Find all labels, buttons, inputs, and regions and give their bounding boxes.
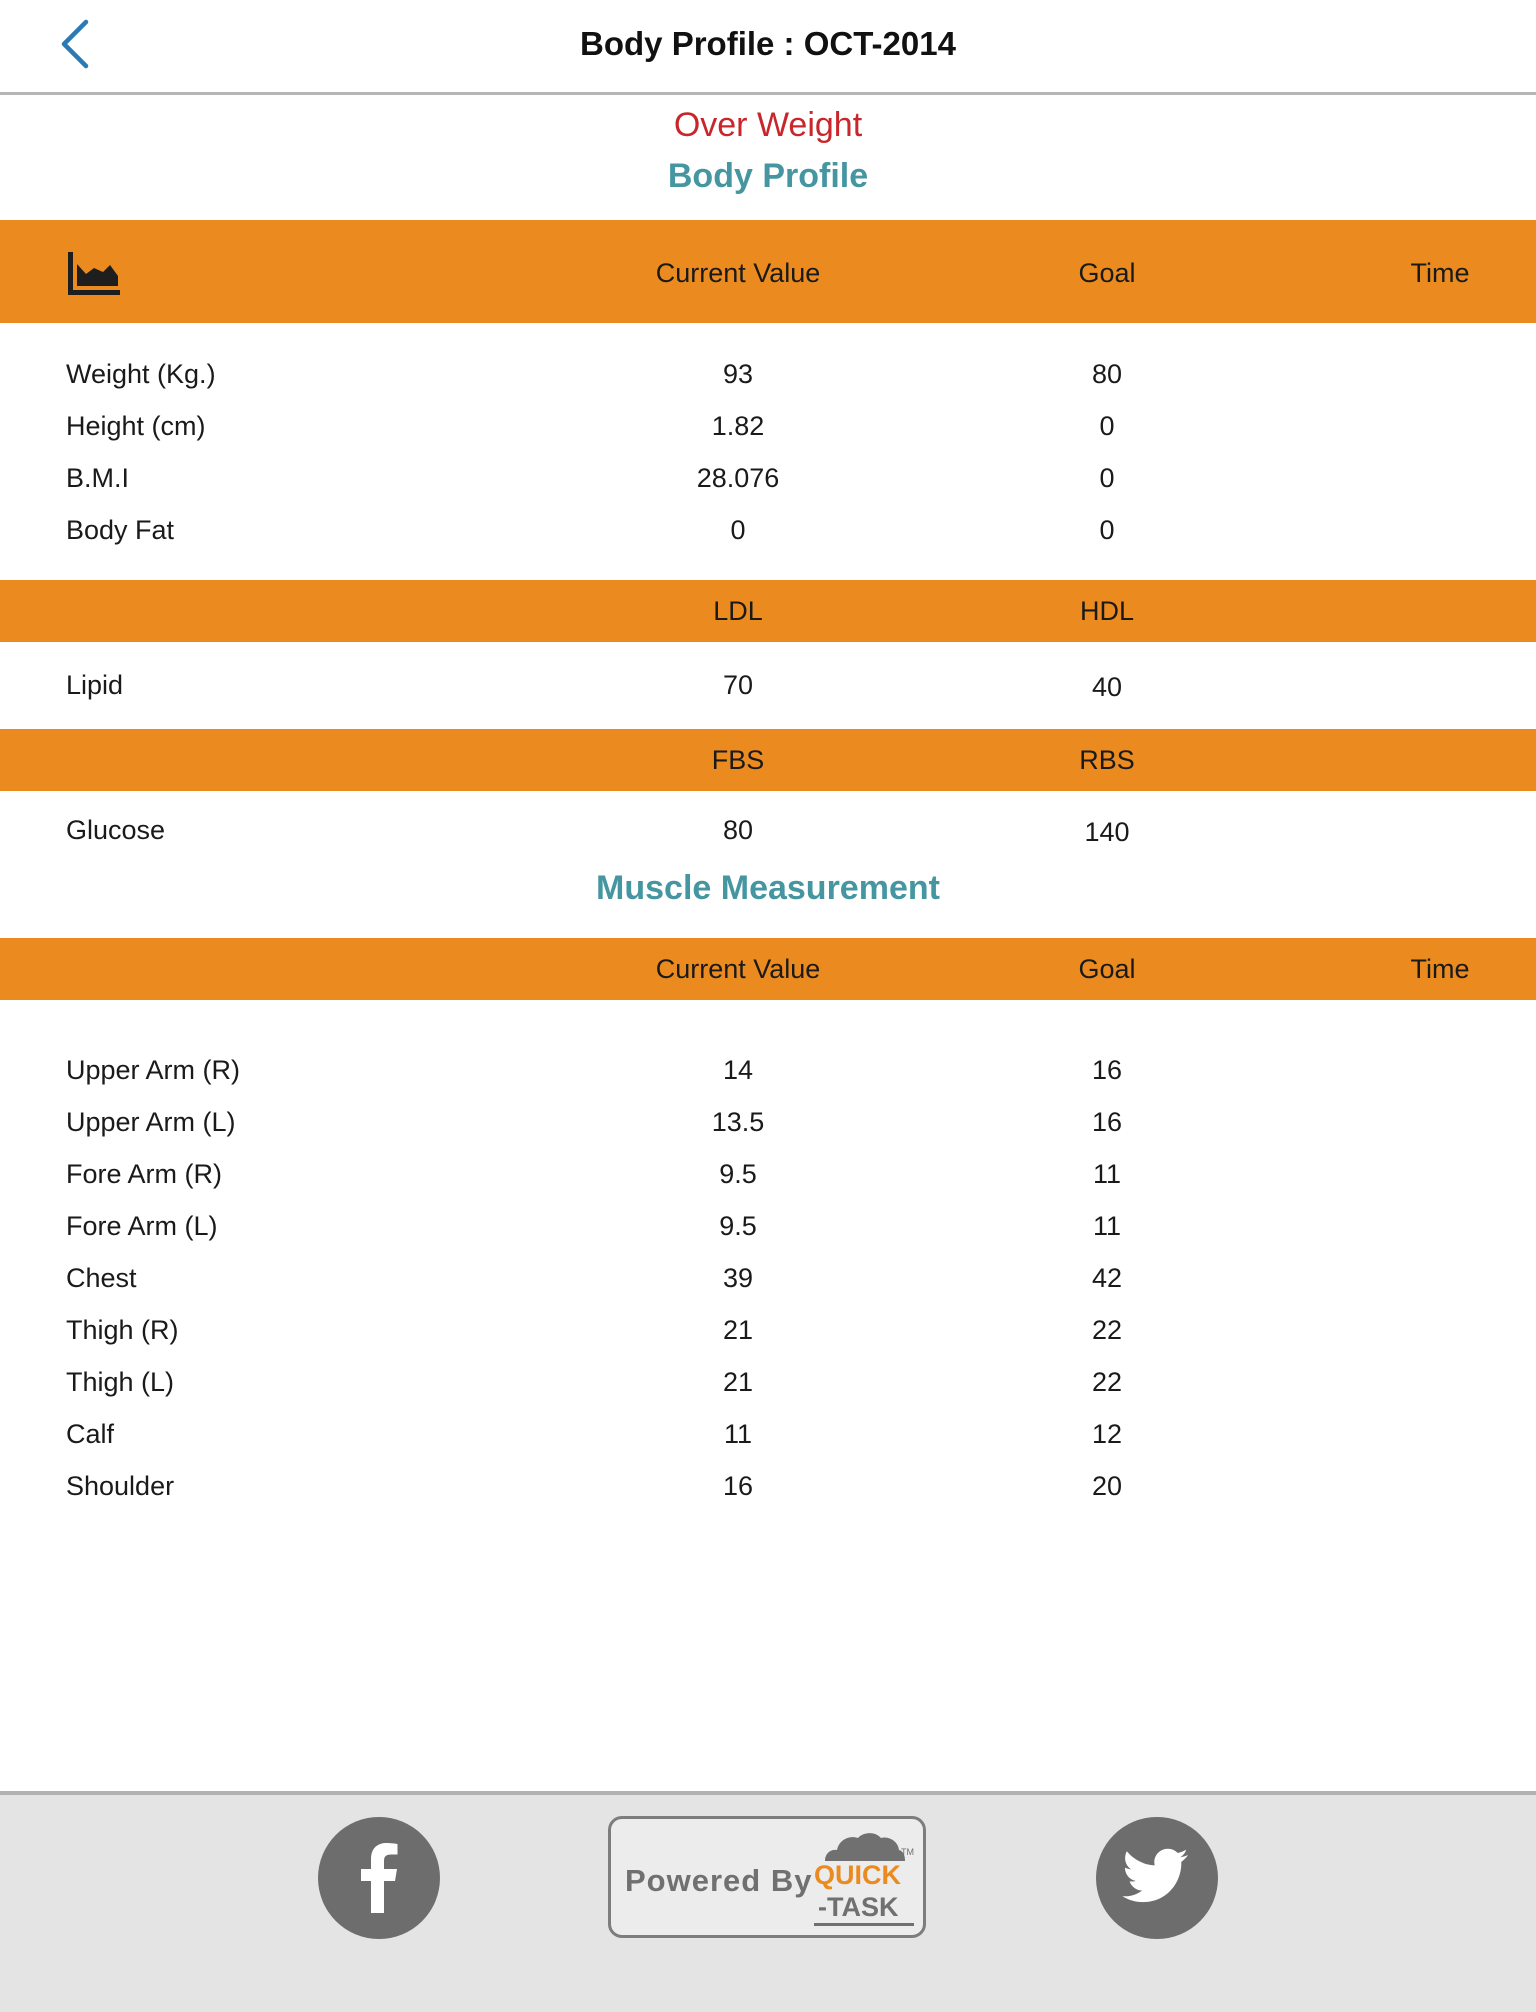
area-chart-icon xyxy=(68,252,120,296)
row-label: Thigh (L) xyxy=(66,1367,175,1397)
row-current: 21 xyxy=(722,1367,754,1397)
row-goal: 0 xyxy=(1099,463,1115,493)
row-current: 39 xyxy=(722,1263,754,1293)
lipid-label: Lipid xyxy=(66,670,124,700)
twitter-icon xyxy=(1096,1817,1218,1939)
row-label: Fore Arm (L) xyxy=(66,1211,218,1241)
row-current: 13.5 xyxy=(711,1107,765,1137)
top-bar xyxy=(0,0,1536,95)
lipid-ldl-value: 70 xyxy=(722,670,754,700)
col-rbs: RBS xyxy=(1079,745,1135,775)
col-ldl: LDL xyxy=(713,596,763,626)
row-label: B.M.I xyxy=(66,463,130,493)
row-goal: 12 xyxy=(1091,1419,1123,1449)
row-goal: 22 xyxy=(1091,1315,1123,1345)
muscle-measurement-title: Muscle Measurement xyxy=(596,869,940,907)
row-current: 0 xyxy=(730,515,746,545)
row-label: Upper Arm (L) xyxy=(66,1107,236,1137)
row-label: Thigh (R) xyxy=(66,1315,179,1345)
lipid-hdl-value: 40 xyxy=(1091,672,1123,702)
row-goal: 0 xyxy=(1099,515,1115,545)
brand-quick: QUICK xyxy=(814,1860,901,1890)
body-profile-title: Body Profile xyxy=(667,157,869,195)
row-goal: 80 xyxy=(1091,359,1123,389)
facebook-button[interactable] xyxy=(318,1817,440,1939)
row-goal: 16 xyxy=(1091,1107,1123,1137)
row-current: 16 xyxy=(722,1471,754,1501)
row-current: 11 xyxy=(723,1419,753,1449)
row-goal: 20 xyxy=(1091,1471,1123,1501)
brand-underline xyxy=(814,1923,914,1926)
col-fbs: FBS xyxy=(711,745,765,775)
row-label: Upper Arm (R) xyxy=(66,1055,241,1085)
row-label: Fore Arm (R) xyxy=(66,1159,223,1189)
glucose-header-bar xyxy=(0,729,1536,791)
row-current: 93 xyxy=(722,359,754,389)
row-current: 21 xyxy=(722,1315,754,1345)
col-hdl: HDL xyxy=(1079,596,1135,626)
lipid-header-bar xyxy=(0,580,1536,642)
col-current-value: Current Value xyxy=(655,258,821,288)
row-label: Weight (Kg.) xyxy=(66,359,216,389)
weight-status: Over Weight xyxy=(673,106,863,144)
glucose-label: Glucose xyxy=(66,815,166,845)
row-label: Body Fat xyxy=(66,515,175,545)
brand-task: -TASK xyxy=(818,1892,899,1922)
col-time: Time xyxy=(1410,258,1470,288)
twitter-button[interactable] xyxy=(1096,1817,1218,1939)
powered-by-quick-task[interactable] xyxy=(608,1816,926,1938)
row-goal: 0 xyxy=(1099,411,1115,441)
glucose-fbs-value: 80 xyxy=(722,815,754,845)
row-goal: 11 xyxy=(1092,1159,1122,1189)
row-current: 28.076 xyxy=(696,463,780,493)
row-goal: 16 xyxy=(1091,1055,1123,1085)
cloud-logo-icon xyxy=(823,1831,905,1861)
row-label: Calf xyxy=(66,1419,115,1449)
powered-by-label: Powered By xyxy=(625,1863,813,1898)
row-label: Shoulder xyxy=(66,1471,175,1501)
row-label: Chest xyxy=(66,1263,137,1293)
col-goal: Goal xyxy=(1078,954,1136,984)
row-goal: 42 xyxy=(1091,1263,1123,1293)
row-current: 14 xyxy=(722,1055,754,1085)
row-current: 9.5 xyxy=(719,1211,757,1241)
row-current: 1.82 xyxy=(711,411,765,441)
col-current-value: Current Value xyxy=(655,954,821,984)
row-label: Height (cm) xyxy=(66,411,206,441)
col-time: Time xyxy=(1410,954,1470,984)
row-goal: 22 xyxy=(1091,1367,1123,1397)
trademark: TM xyxy=(901,1847,914,1857)
row-goal: 11 xyxy=(1092,1211,1122,1241)
row-current: 9.5 xyxy=(719,1159,757,1189)
facebook-icon xyxy=(318,1817,440,1939)
col-goal: Goal xyxy=(1078,258,1136,288)
glucose-rbs-value: 140 xyxy=(1084,817,1130,847)
page-title: Body Profile : OCT-2014 xyxy=(580,25,956,62)
